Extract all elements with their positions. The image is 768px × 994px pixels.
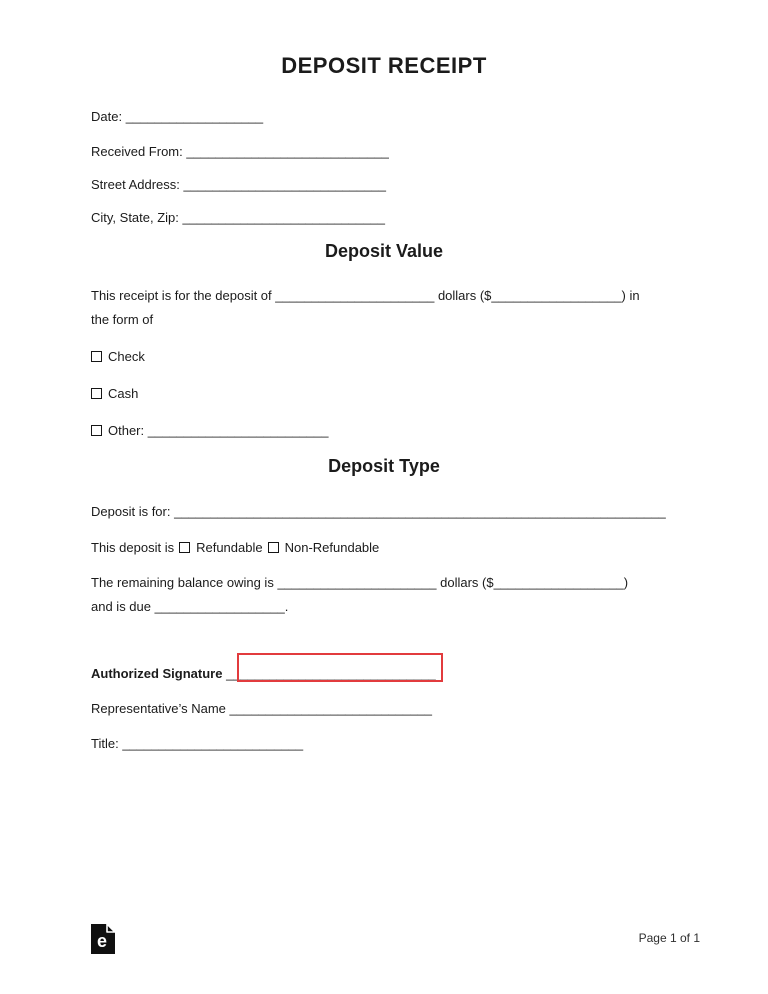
authorized-signature-line: _____________________________ — [226, 666, 436, 681]
balance-prefix: The remaining balance owing is — [91, 575, 278, 590]
amount-number-line: __________________ — [491, 288, 622, 303]
nonrefundable-checkbox-icon[interactable] — [268, 542, 279, 553]
balance-suffix: ) — [623, 575, 629, 590]
received-from-label: Received From: — [91, 144, 187, 159]
other-label: Other: — [108, 423, 148, 438]
cash-label: Cash — [108, 386, 139, 401]
nonrefundable-label: Non-Refundable — [284, 540, 380, 555]
deposit-type-heading: Deposit Type — [328, 456, 440, 476]
receipt-prefix: This receipt is for the deposit of — [91, 288, 276, 303]
due-line: __________________ — [154, 599, 285, 614]
other-line: _________________________ — [147, 423, 329, 438]
balance-words-line: ______________________ — [277, 575, 437, 590]
title-field-line: _________________________ — [122, 736, 304, 751]
other-checkbox-icon[interactable] — [91, 425, 102, 436]
representative-name-row — [91, 701, 432, 717]
logo-letter: e — [96, 931, 108, 951]
remaining-balance-row — [91, 575, 628, 591]
refundable-label: Refundable — [196, 540, 263, 555]
street-address-line: ____________________________ — [183, 177, 386, 192]
deposit-is-for-row — [91, 504, 666, 520]
check-checkbox-icon[interactable] — [91, 351, 102, 362]
signature-field-highlight-box[interactable] — [237, 653, 443, 682]
balance-number-line: __________________ — [493, 575, 624, 590]
other-option-row — [91, 423, 329, 439]
representative-name-label: Representative’s Name — [91, 701, 230, 716]
received-from-row — [91, 144, 389, 160]
city-state-zip-line: ____________________________ — [182, 210, 385, 225]
receipt-suffix: ) in — [621, 288, 640, 303]
page-number: Page 1 of 1 — [638, 931, 700, 945]
street-address-label: Street Address: — [91, 177, 184, 192]
due-prefix: and is due — [91, 599, 155, 614]
city-state-zip-row — [91, 210, 385, 226]
deposit-value-heading: Deposit Value — [324, 241, 444, 261]
representative-name-line: ____________________________ — [229, 701, 432, 716]
dollars-label: dollars ($ — [434, 288, 492, 303]
title-field-row — [91, 736, 303, 752]
check-label: Check — [108, 349, 145, 364]
due-suffix: . — [284, 599, 289, 614]
title-field-label: Title: — [91, 736, 123, 751]
deposit-is-for-line: ____________________________________________________________________ — [174, 504, 666, 519]
refundable-prefix: This deposit is — [91, 540, 175, 555]
refundable-checkbox-icon[interactable] — [179, 542, 190, 553]
date-label: Date: — [91, 109, 126, 124]
eforms-logo-icon — [90, 923, 116, 955]
authorized-signature-label: Authorized Signature — [91, 666, 227, 681]
refundable-row — [91, 540, 379, 556]
city-state-zip-label: City, State, Zip: — [91, 210, 183, 225]
cash-checkbox-icon[interactable] — [91, 388, 102, 399]
amount-words-line: ______________________ — [275, 288, 435, 303]
due-date-row — [91, 599, 288, 615]
date-field-row — [91, 109, 263, 125]
date-line: ___________________ — [125, 109, 264, 124]
balance-dollars-label: dollars ($ — [436, 575, 494, 590]
page-title: DEPOSIT RECEIPT — [281, 53, 487, 78]
deposit-amount-row — [91, 288, 640, 304]
street-address-row — [91, 177, 386, 193]
deposit-is-for-label: Deposit is for: — [91, 504, 175, 519]
check-option-row — [91, 349, 145, 365]
received-from-line: ____________________________ — [186, 144, 389, 159]
cash-option-row — [91, 386, 138, 402]
form-of-text: the form of — [91, 312, 154, 327]
